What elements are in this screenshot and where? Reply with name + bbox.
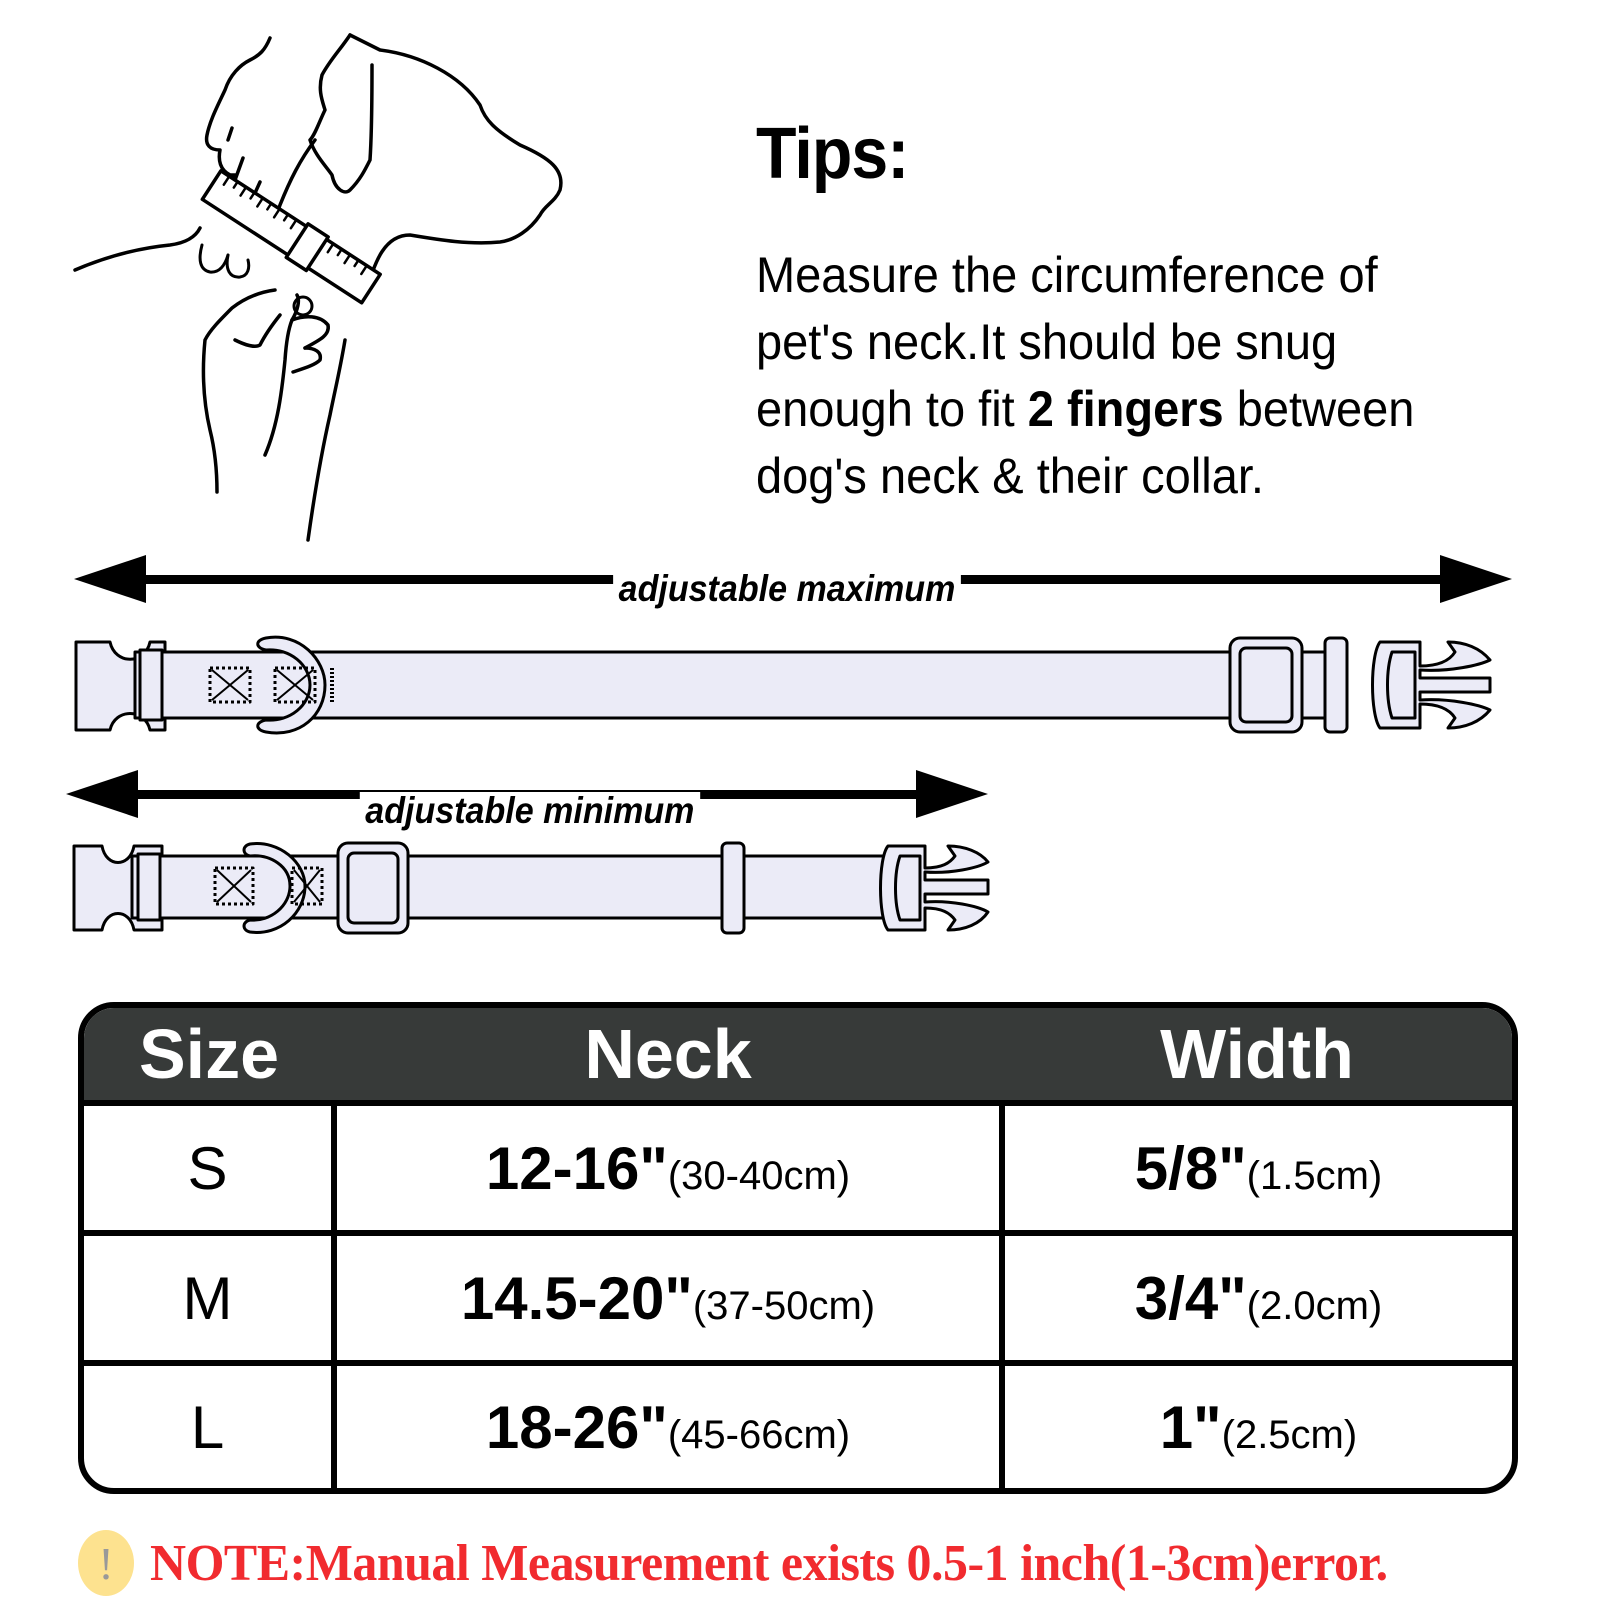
adjustable-minimum-label: adjustable minimum xyxy=(360,792,700,829)
width-cell xyxy=(1002,1103,1512,1233)
header-width: Width xyxy=(1002,1008,1512,1103)
size-cell: S xyxy=(187,1134,228,1202)
neck-cm: (45-66cm) xyxy=(667,1412,851,1457)
tips-line-4: dog's neck & their collar. xyxy=(756,448,1264,504)
neck-inches: 14.5-20" xyxy=(460,1264,693,1332)
collar-minimum-length-icon xyxy=(70,838,1010,938)
neck-cell xyxy=(334,1363,1002,1488)
measurement-note xyxy=(78,1530,1439,1596)
warning-icon: ! xyxy=(78,1530,134,1596)
width-cell xyxy=(1002,1233,1512,1363)
tips-highlight-2-fingers: 2 fingers xyxy=(1027,381,1224,437)
adjustable-maximum-label: adjustable maximum xyxy=(613,570,961,607)
neck-cell xyxy=(334,1103,1002,1233)
tips-body xyxy=(756,242,1527,510)
width-cm: (1.5cm) xyxy=(1246,1153,1383,1198)
tips-line-1: Measure the circumference of xyxy=(756,247,1378,303)
neck-inches: 18-26" xyxy=(485,1393,668,1461)
header-neck: Neck xyxy=(334,1008,1002,1103)
width-cell xyxy=(1002,1363,1512,1488)
table-row-m xyxy=(84,1233,1512,1363)
table-row-l xyxy=(84,1363,1512,1488)
size-cell: L xyxy=(84,1363,334,1488)
note-text: NOTE:Manual Measurement exists 0.5-1 inch(1-3cm)error. xyxy=(150,1534,1388,1592)
tips-line-3-pre: enough to fit xyxy=(756,381,1028,437)
size-chart-table xyxy=(78,1002,1518,1494)
neck-cm: (30-40cm) xyxy=(667,1153,851,1198)
collar-maximum-length-icon xyxy=(70,630,1540,740)
tips-line-3 xyxy=(756,376,1527,443)
dog-neck-measuring-illustration xyxy=(60,30,680,550)
neck-cell xyxy=(334,1233,1002,1363)
width-cm: (2.5cm) xyxy=(1221,1412,1358,1457)
neck-inches: 12-16" xyxy=(485,1134,668,1202)
tips-line-3-post: between xyxy=(1223,381,1415,437)
width-inches: 5/8" xyxy=(1134,1134,1247,1202)
tips-line-2: pet's neck.It should be snug xyxy=(756,314,1338,370)
tips-title: Tips: xyxy=(756,114,909,194)
table-row-s xyxy=(84,1103,1512,1233)
size-cell: M xyxy=(84,1233,334,1363)
width-inches: 1" xyxy=(1159,1393,1222,1461)
neck-cm: (37-50cm) xyxy=(692,1283,876,1328)
width-inches: 3/4" xyxy=(1134,1264,1247,1332)
width-cm: (2.0cm) xyxy=(1246,1283,1383,1328)
header-size: Size xyxy=(84,1008,334,1103)
table-header-row xyxy=(84,1008,1512,1103)
